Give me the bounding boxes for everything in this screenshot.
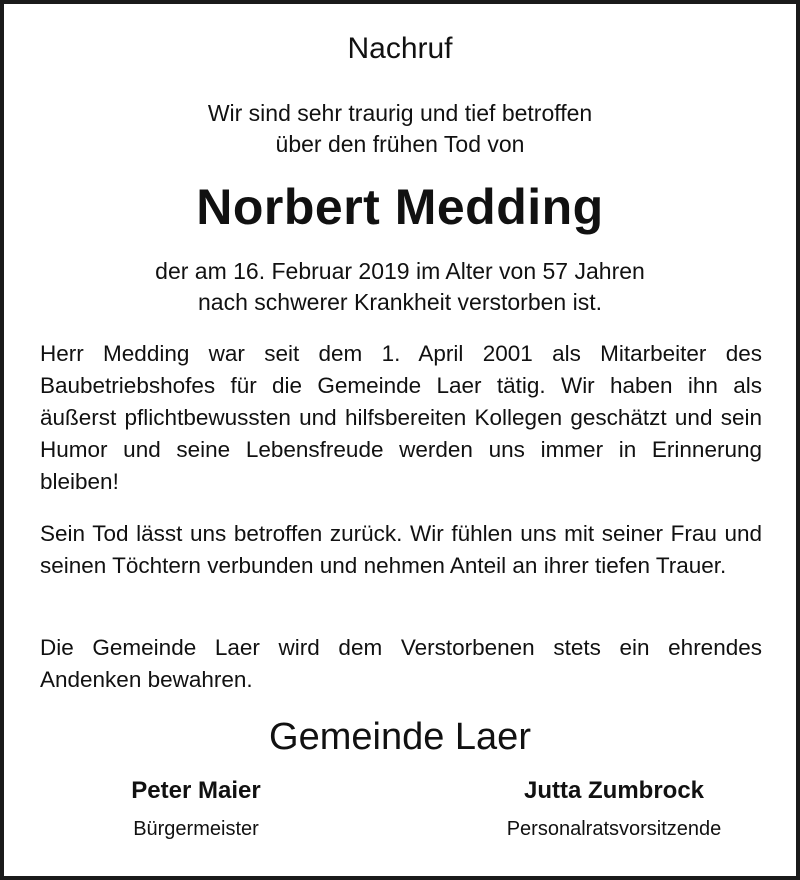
paragraph-employment: Herr Medding war seit dem 1. April 2001 als Mitarbeiter des Baubetriebshofes für die Gemeinde Laer tätig. Wir haben ihn als äußerst pflichtbewussten und hilfsbereiten Kollegen geschätzt und sein Humor und seine Lebensfreude werden uns immer in Erinnerung bleiben!: [40, 341, 762, 494]
intro-line-2: über den frühen Tod von: [275, 131, 525, 157]
paragraph-condolence: Sein Tod lässt uns betroffen zurück. Wir fühlen uns mit seiner Frau und seinen Töchtern verbunden und nehmen Anteil an ihrer tiefen Trauer.: [40, 521, 762, 578]
organization-name: Gemeinde Laer: [269, 716, 531, 758]
death-details: [4, 256, 796, 318]
signatory-staff-council: [464, 774, 764, 846]
intro-text: [4, 98, 796, 160]
death-line-2: nach schwerer Krankheit verstorben ist.: [198, 289, 602, 315]
deceased-name: Norbert Medding: [196, 179, 604, 235]
paragraph-remembrance: Die Gemeinde Laer wird dem Verstorbenen stets ein ehrendes Andenken bewahren.: [40, 635, 762, 692]
signatory-role: Personalratsvorsitzende: [506, 818, 722, 840]
signatory-name: Peter Maier: [131, 777, 261, 804]
signatory-name: Jutta Zumbrock: [523, 777, 705, 804]
signatory-mayor: [46, 774, 346, 846]
intro-line-1: Wir sind sehr traurig und tief betroffen: [207, 100, 593, 126]
death-line-1: der am 16. Februar 2019 im Alter von 57 Jahren: [155, 258, 645, 284]
notice-heading: Nachruf: [347, 32, 453, 65]
signatory-role: Bürgermeister: [133, 818, 259, 840]
